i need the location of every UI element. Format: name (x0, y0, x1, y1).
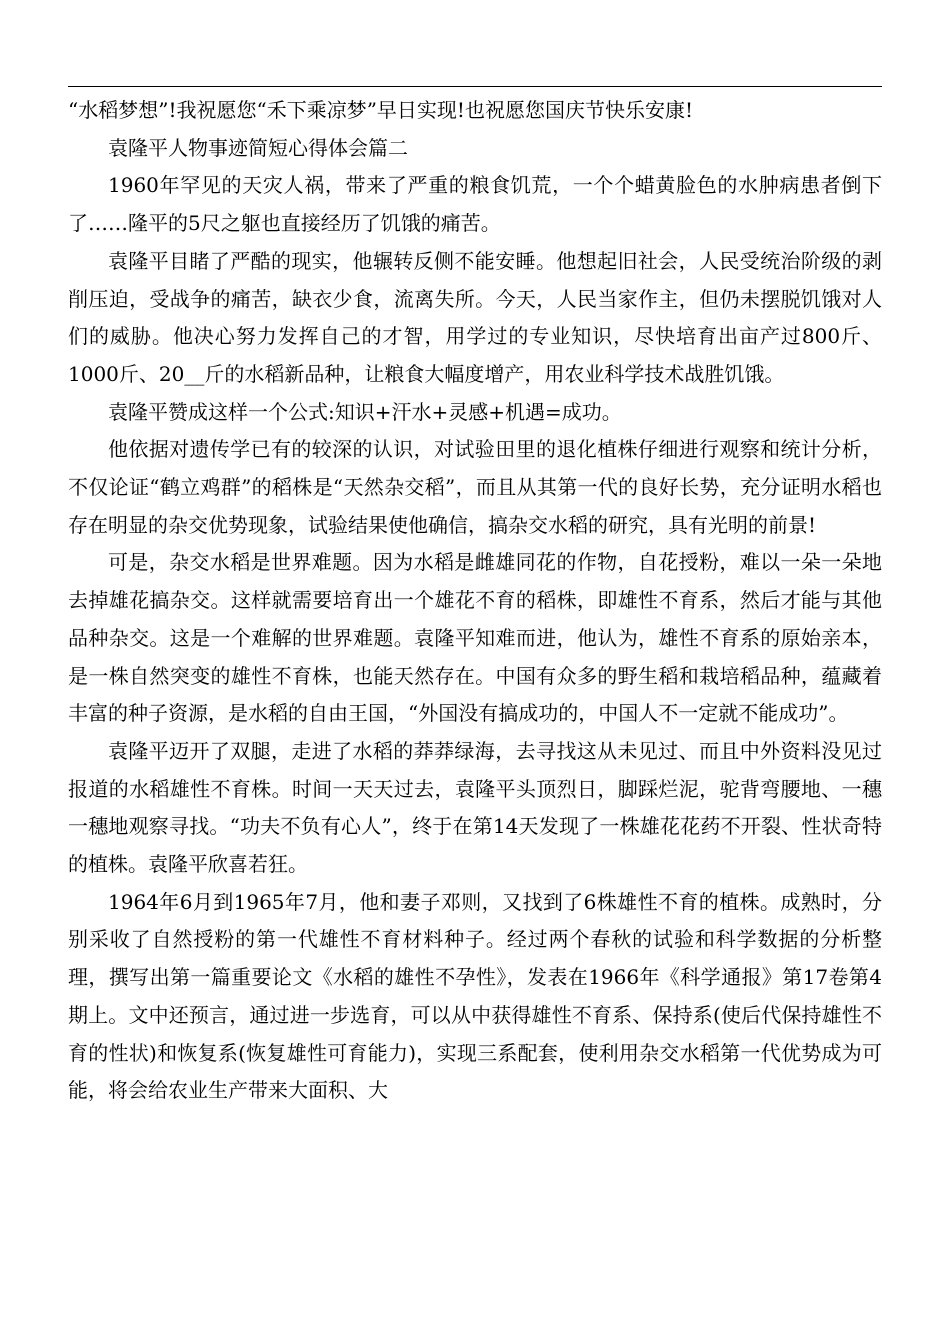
paragraph: 可是，杂交水稻是世界难题。因为水稻是雌雄同花的作物，自花授粉，难以一朵一朵地去掉雄花搞杂交。这样就需要培育出一个雄花不育的稻株，即雄性不育系，然后才能与其他品种杂交。这是一个难解的世界难题。袁隆平知难而进，他认为，雄性不育系的原始亲本，是一株自然突变的雄性不育株，也能天然存在。中国有众多的野生稻和栽培稻品种，蕴藏着丰富的种子资源，是水稻的自由王国，“外国没有搞成功的，中国人不一定就不能成功”。 (68, 550, 882, 726)
paragraph: 他依据对遗传学已有的较深的认识，对试验田里的退化植株仔细进行观察和统计分析，不仅论证“鹤立鸡群”的稻株是“天然杂交稻”，而且从其第一代的良好长势，充分证明水稻也存在明显的杂交优势现象，试验结果使他确信，搞杂交水稻的研究，具有光明的前景! (68, 437, 882, 537)
paragraph: 袁隆平迈开了双腿，走进了水稻的莽莽绿海，去寻找这从未见过、而且中外资料没见过报道的水稻雄性不育株。时间一天天过去，袁隆平头顶烈日，脚踩烂泥，驼背弯腰地、一穗一穗地观察寻找。“功夫不负有心人”，终于在第14天发现了一株雄花花药不开裂、性状奇特的植株。袁隆平欣喜若狂。 (68, 738, 882, 877)
section-heading: 袁隆平人物事迹简短心得体会篇二 (108, 135, 408, 160)
paragraph: 袁隆平赞成这样一个公式:知识+汗水+灵感+机遇=成功。 (108, 399, 622, 424)
header-rule (68, 86, 882, 87)
document-body (68, 92, 882, 1110)
paragraph: 袁隆平目睹了严酷的现实，他辗转反侧不能安睡。他想起旧社会，人民受统治阶级的剥削压迫，受战争的痛苦，缺衣少食，流离失所。今天，人民当家作主，但仍未摆脱饥饿对人们的威胁。他决心努力发挥自己的才智，用学过的专业知识，尽快培育出亩产过800斤、1000斤、20__斤的水稻新品种，让粮食大幅度增产，用农业科学技术战胜饥饿。 (68, 248, 882, 386)
paragraph: 1960年罕见的天灾人祸，带来了严重的粮食饥荒，一个个蜡黄脸色的水肿病患者倒下了……隆平的5尺之躯也直接经历了饥饿的痛苦。 (68, 173, 882, 236)
paragraph: 1964年6月到1965年7月，他和妻子邓则，又找到了6株雄性不育的植株。成熟时，分别采收了自然授粉的第一代雄性不育材料种子。经过两个春秋的试验和科学数据的分析整理，撰写出第一篇重要论文《水稻的雄性不孕性》，发表在1966年《科学通报》第17卷第4期上。文中还预言，通过进一步选育，可以从中获得雄性不育系、保持系(使后代保持雄性不育的性状)和恢复系(恢复雄性可育能力)，实现三系配套，使利用杂交水稻第一代优势成为可能，将会给农业生产带来大面积、大 (68, 889, 882, 1103)
paragraph-continued: “水稻梦想”!我祝愿您“禾下乘凉梦”早日实现!也祝愿您国庆节快乐安康! (68, 98, 694, 122)
